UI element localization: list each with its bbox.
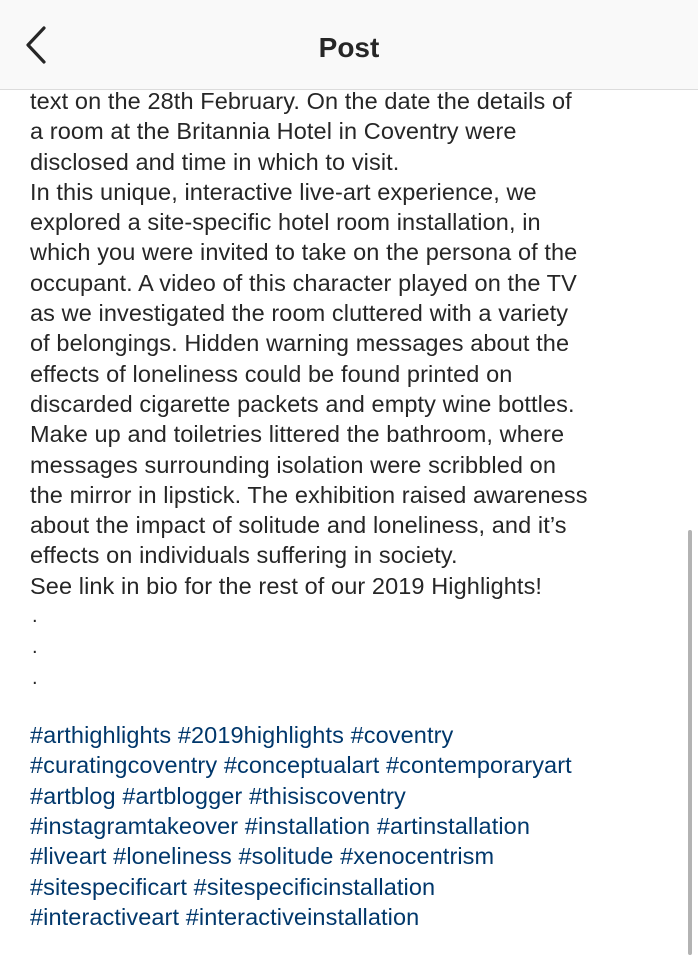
spacer — [30, 694, 680, 720]
top-bar — [0, 0, 698, 90]
caption-line: In this unique, interactive live-art experience, we — [30, 178, 537, 205]
caption-line: which you were invited to take on the persona of the — [30, 239, 578, 266]
caption-line: a room at the Britannia Hotel in Coventry were — [30, 118, 517, 145]
caption-line: messages surrounding isolation were scribbled on — [30, 451, 556, 478]
dot-separator: . — [32, 667, 38, 690]
caption-line: effects on individuals suffering in society. — [30, 542, 458, 569]
dot-separator: . — [32, 605, 38, 628]
caption-line: as we investigated the room cluttered with a variety — [30, 300, 569, 327]
caption-line: Make up and toiletries littered the bathroom, where — [30, 421, 565, 448]
post-caption — [30, 86, 680, 932]
caption-line: disclosed and time in which to visit. — [30, 148, 400, 175]
caption-line: the mirror in lipstick. The exhibition raised awareness — [30, 481, 588, 508]
hashtag-line[interactable]: #arthighlights #2019highlights #coventry — [30, 722, 454, 749]
hashtag-line[interactable]: #sitespecificart #sitespecificinstallation — [30, 873, 436, 900]
hashtag-line[interactable]: #liveart #loneliness #solitude #xenocentrism — [30, 843, 495, 870]
scrollbar[interactable] — [688, 530, 692, 955]
dot-separator: . — [32, 636, 38, 659]
hashtag-line[interactable]: #instagramtakeover #installation #artinstallation — [30, 812, 530, 839]
caption-line: discarded cigarette packets and empty wine bottles. — [30, 390, 575, 417]
caption-line: effects of loneliness could be found printed on — [30, 360, 513, 387]
hashtag-block — [30, 720, 680, 932]
caption-line: of belongings. Hidden warning messages about the — [30, 330, 570, 357]
hashtag-line[interactable]: #artblog #artblogger #thisiscoventry — [30, 782, 406, 809]
caption-line: text on the 28th February. On the date the details of — [30, 88, 572, 114]
caption-line: occupant. A video of this character played on the TV — [30, 269, 577, 296]
page-title: Post — [318, 32, 380, 63]
caption-line: explored a site-specific hotel room installation, in — [30, 209, 541, 236]
hashtag-line[interactable]: #interactiveart #interactiveinstallation — [30, 903, 420, 930]
hashtag-line[interactable]: #curatingcoventry #conceptualart #contemporaryart — [30, 752, 572, 779]
caption-line: about the impact of solitude and loneliness, and it’s — [30, 512, 567, 539]
caption-line: See link in bio for the rest of our 2019 Highlights! — [30, 572, 543, 599]
